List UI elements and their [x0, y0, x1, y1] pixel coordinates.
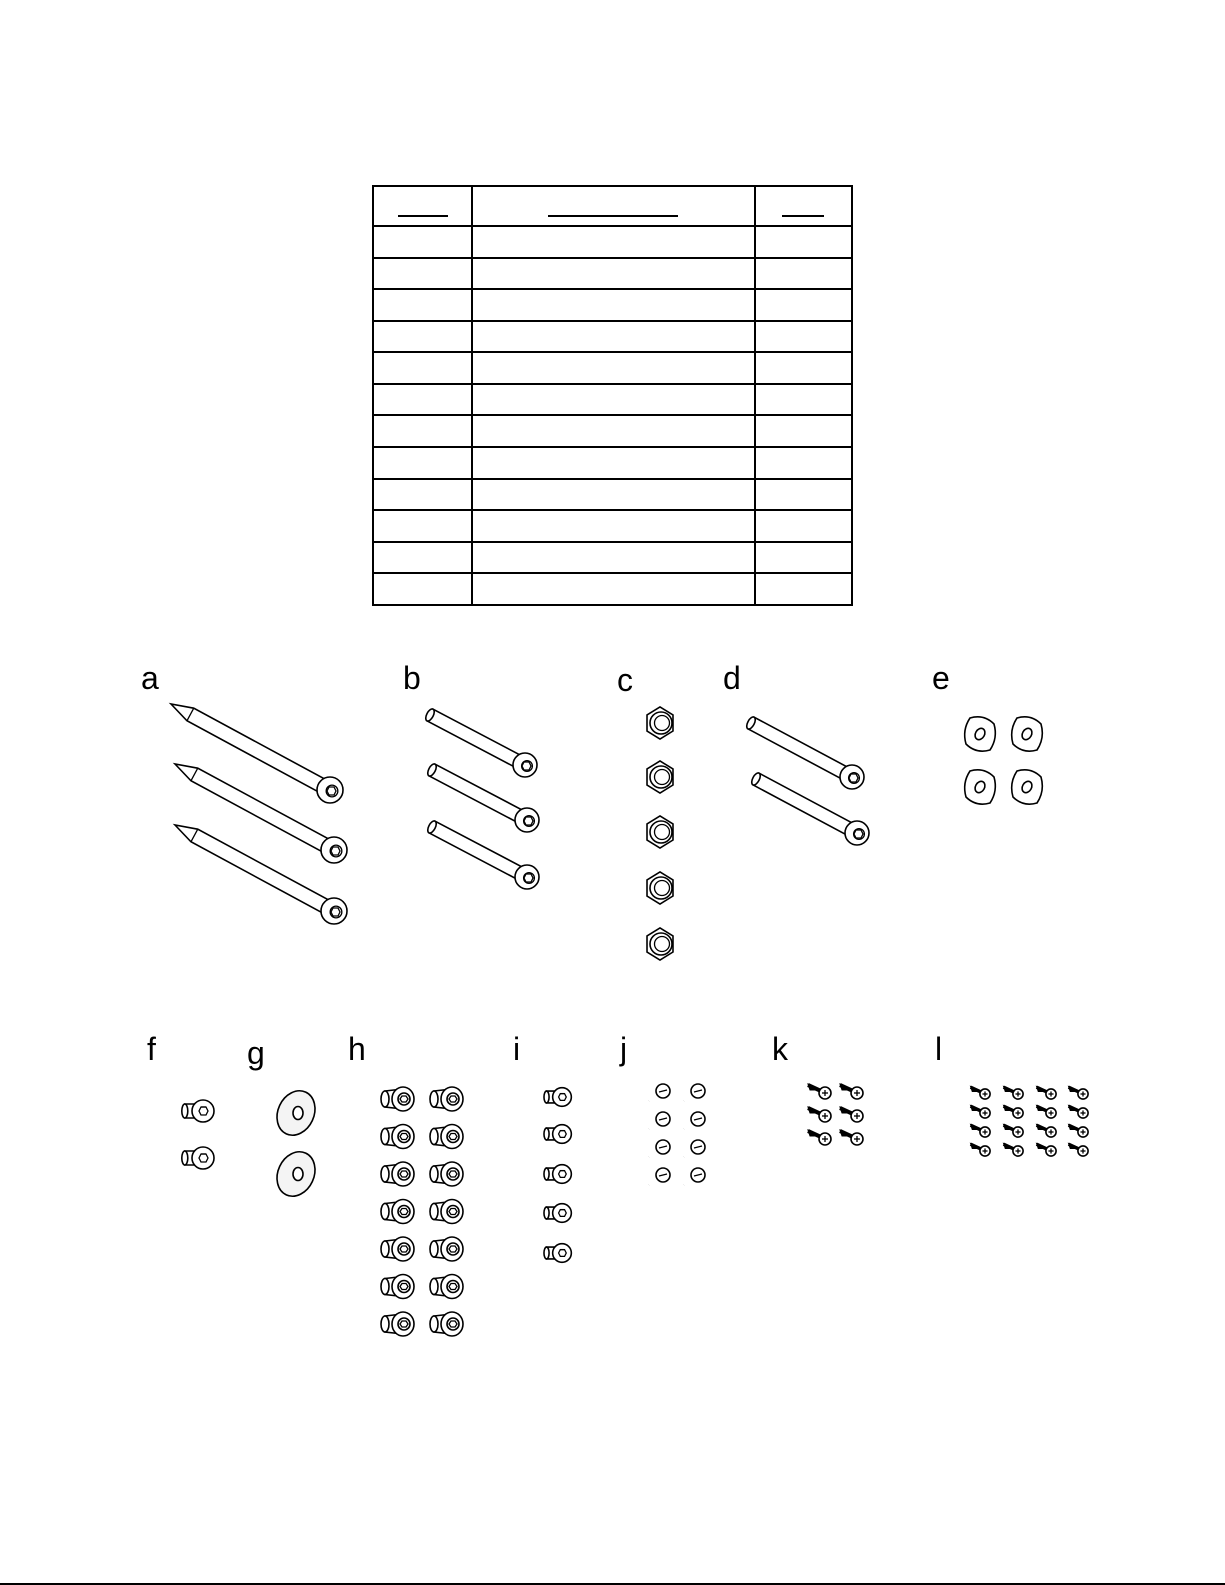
screw-l — [971, 1124, 991, 1137]
screw-k — [808, 1130, 831, 1145]
bolt-i — [544, 1125, 571, 1144]
bolt-a — [171, 704, 343, 803]
letter-j: j — [620, 1031, 628, 1067]
cap-screw-h — [430, 1125, 463, 1149]
group-g-parts — [270, 1085, 322, 1203]
letter-b: b — [403, 660, 421, 696]
group-c-parts — [647, 707, 673, 960]
cap-screw-h — [381, 1312, 414, 1336]
letter-f: f — [147, 1031, 156, 1067]
letter-d: d — [723, 660, 741, 696]
screw-l — [971, 1105, 991, 1118]
screw-l — [1004, 1143, 1024, 1156]
group-f-parts — [182, 1100, 214, 1169]
group-h-parts — [381, 1087, 463, 1336]
lock-nut-c — [647, 761, 673, 793]
screw-j — [649, 1084, 670, 1101]
bolt-i — [544, 1088, 571, 1107]
curved-washer-e — [965, 717, 996, 751]
screw-k — [840, 1107, 863, 1122]
group-b-parts — [424, 708, 539, 889]
group-i-parts — [544, 1088, 571, 1263]
screw-l — [1004, 1124, 1024, 1137]
bolt-i — [544, 1204, 571, 1223]
screw-l — [971, 1086, 991, 1099]
lock-nut-c — [647, 872, 673, 904]
letter-k: k — [772, 1031, 788, 1067]
group-j-parts — [649, 1084, 705, 1185]
screw-j — [649, 1168, 670, 1185]
curved-washer-e — [1012, 770, 1043, 804]
screw-j — [649, 1140, 670, 1157]
flat-washer-g — [270, 1146, 322, 1203]
lock-nut-c — [647, 928, 673, 960]
letter-e: e — [932, 660, 950, 696]
screw-l — [1037, 1143, 1057, 1156]
screw-j — [684, 1140, 705, 1157]
cap-screw-h — [430, 1087, 463, 1111]
cap-screw-h — [381, 1200, 414, 1224]
letter-a: a — [141, 660, 159, 696]
screw-l — [971, 1143, 991, 1156]
group-d-parts — [745, 716, 869, 845]
group-a-parts — [171, 704, 347, 924]
curved-washer-e — [1012, 717, 1043, 751]
bolt-i — [544, 1165, 571, 1184]
bolt-f — [182, 1147, 214, 1169]
cap-screw-h — [381, 1237, 414, 1261]
letter-g: g — [247, 1035, 265, 1071]
screw-k — [840, 1130, 863, 1145]
lock-nut-c — [647, 707, 673, 739]
cap-screw-h — [430, 1200, 463, 1224]
screw-k — [808, 1107, 831, 1122]
screw-l — [1004, 1105, 1024, 1118]
letter-i: i — [513, 1031, 521, 1067]
cap-screw-h — [381, 1275, 414, 1299]
flat-washer-g — [270, 1085, 322, 1142]
screw-l — [1069, 1086, 1089, 1099]
cap-screw-h — [381, 1087, 414, 1111]
screw-l — [1037, 1086, 1057, 1099]
curved-washer-e — [965, 770, 996, 804]
screw-j — [684, 1168, 705, 1185]
screw-j — [649, 1112, 670, 1129]
letter-c: c — [617, 662, 633, 698]
group-k-parts — [808, 1084, 863, 1145]
screw-l — [1069, 1143, 1089, 1156]
screw-k — [808, 1084, 831, 1099]
cap-screw-h — [430, 1312, 463, 1336]
screw-j — [684, 1084, 705, 1101]
bolt-f — [182, 1100, 214, 1122]
letter-h: h — [348, 1031, 366, 1067]
screw-l — [1037, 1105, 1057, 1118]
group-l-parts — [971, 1086, 1089, 1156]
cap-screw-h — [381, 1125, 414, 1149]
screw-l — [1037, 1124, 1057, 1137]
lock-nut-c — [647, 816, 673, 848]
screw-k — [840, 1084, 863, 1099]
group-e-parts — [965, 717, 1043, 804]
cap-screw-h — [381, 1162, 414, 1186]
screw-l — [1069, 1124, 1089, 1137]
cap-screw-h — [430, 1237, 463, 1261]
cap-screw-h — [430, 1275, 463, 1299]
screw-l — [1069, 1105, 1089, 1118]
screw-l — [1004, 1086, 1024, 1099]
screw-j — [684, 1112, 705, 1129]
cap-screw-h — [430, 1162, 463, 1186]
bolt-i — [544, 1244, 571, 1263]
letter-l: l — [935, 1031, 943, 1067]
